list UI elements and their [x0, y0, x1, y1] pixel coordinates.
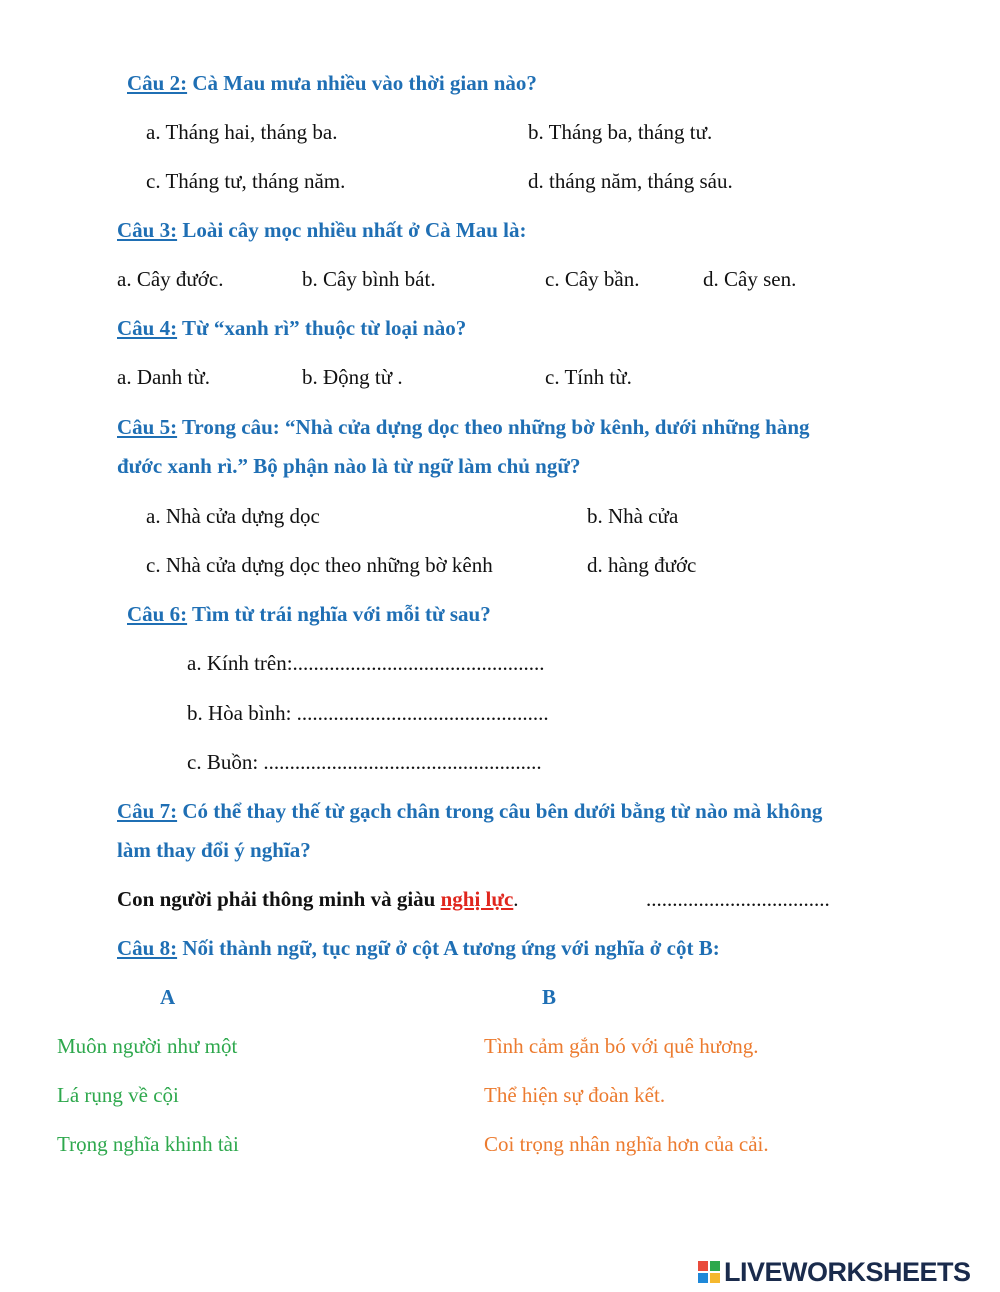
- liveworksheets-logo: [698, 1252, 971, 1292]
- logo-text: LIVEWORKSHEETS: [724, 1256, 971, 1287]
- question-3-label: Câu 3:: [117, 218, 178, 242]
- column-b-header: B: [542, 985, 557, 1009]
- q4-option-a: a. Danh từ.: [117, 365, 211, 389]
- question-5-label: Câu 5:: [117, 415, 178, 439]
- question-7-text-line2: làm thay đổi ý nghĩa?: [117, 838, 311, 862]
- question-5-title: [117, 413, 810, 441]
- question-7-label: Câu 7:: [117, 799, 178, 823]
- question-6-text: Tìm từ trái nghĩa với mỗi từ sau?: [187, 602, 491, 626]
- q7-underlined-word: nghị lực: [440, 887, 514, 911]
- question-3-title: [117, 216, 527, 244]
- q7-sentence: [117, 885, 519, 913]
- q3-option-a: a. Cây đước.: [117, 267, 224, 291]
- col-b-item-1[interactable]: Tình cảm gắn bó với quê hương.: [484, 1034, 759, 1058]
- q5-option-a: a. Nhà cửa dựng dọc: [146, 504, 320, 528]
- q4-option-c: c. Tính từ.: [545, 365, 632, 389]
- q5-option-d: d. hàng đước: [587, 553, 697, 577]
- q7-sentence-end: .: [513, 887, 519, 911]
- question-2-title: [127, 69, 537, 97]
- col-a-item-1[interactable]: Muôn người như một: [57, 1034, 238, 1058]
- question-6-label: Câu 6:: [127, 602, 188, 626]
- question-7-title: [117, 797, 822, 825]
- q3-option-c: c. Cây bần.: [545, 267, 640, 291]
- q3-option-b: b. Cây bình bát.: [302, 267, 436, 291]
- question-7-text-line1: Có thể thay thế từ gạch chân trong câu bên dưới bằng từ nào mà không: [177, 799, 823, 823]
- q3-option-d: d. Cây sen.: [703, 267, 797, 291]
- question-2-text: Cà Mau mưa nhiều vào thời gian nào?: [187, 71, 537, 95]
- q6-item-a: a. Kính trên:................................................: [187, 651, 545, 675]
- q5-option-b: b. Nhà cửa: [587, 504, 679, 528]
- col-b-item-3[interactable]: Coi trọng nhân nghĩa hơn của cải.: [484, 1132, 769, 1156]
- q2-option-d: d. tháng năm, tháng sáu.: [528, 169, 733, 193]
- question-4-label: Câu 4:: [117, 316, 178, 340]
- question-8-label: Câu 8:: [117, 936, 178, 960]
- q6-item-c: c. Buồn: .....................................................: [187, 750, 542, 774]
- col-b-item-2[interactable]: Thể hiện sự đoàn kết.: [484, 1083, 666, 1107]
- col-a-item-3[interactable]: Trọng nghĩa khinh tài: [57, 1132, 239, 1156]
- question-4-title: [117, 314, 466, 342]
- q2-option-a: a. Tháng hai, tháng ba.: [146, 120, 338, 144]
- question-8-title: [117, 934, 720, 962]
- q2-option-c: c. Tháng tư, tháng năm.: [146, 169, 346, 193]
- column-a-header: A: [160, 985, 176, 1009]
- q4-option-b: b. Động từ .: [302, 365, 403, 389]
- question-5-text-line1: Trong câu: “Nhà cửa dựng dọc theo những bờ kênh, dưới những hàng: [177, 415, 810, 439]
- question-5-text-line2: đước xanh rì.” Bộ phận nào là từ ngữ làm chủ ngữ?: [117, 454, 581, 478]
- question-3-text: Loài cây mọc nhiều nhất ở Cà Mau là:: [177, 218, 527, 242]
- q6-item-b: b. Hòa bình: ................................................: [187, 701, 549, 725]
- question-4-text: Từ “xanh rì” thuộc từ loại nào?: [177, 316, 467, 340]
- q7-answer-blank[interactable]: ...................................: [646, 887, 830, 911]
- question-6-title: [127, 600, 491, 628]
- question-2-label: Câu 2:: [127, 71, 188, 95]
- q7-sentence-start: Con người phải thông minh và giàu: [117, 887, 441, 911]
- q2-option-b: b. Tháng ba, tháng tư.: [528, 120, 713, 144]
- question-8-text: Nối thành ngữ, tục ngữ ở cột A tương ứng với nghĩa ở cột B:: [177, 936, 720, 960]
- logo-squares-icon: [698, 1261, 720, 1283]
- q5-option-c: c. Nhà cửa dựng dọc theo những bờ kênh: [146, 553, 493, 577]
- col-a-item-2[interactable]: Lá rụng về cội: [57, 1083, 179, 1107]
